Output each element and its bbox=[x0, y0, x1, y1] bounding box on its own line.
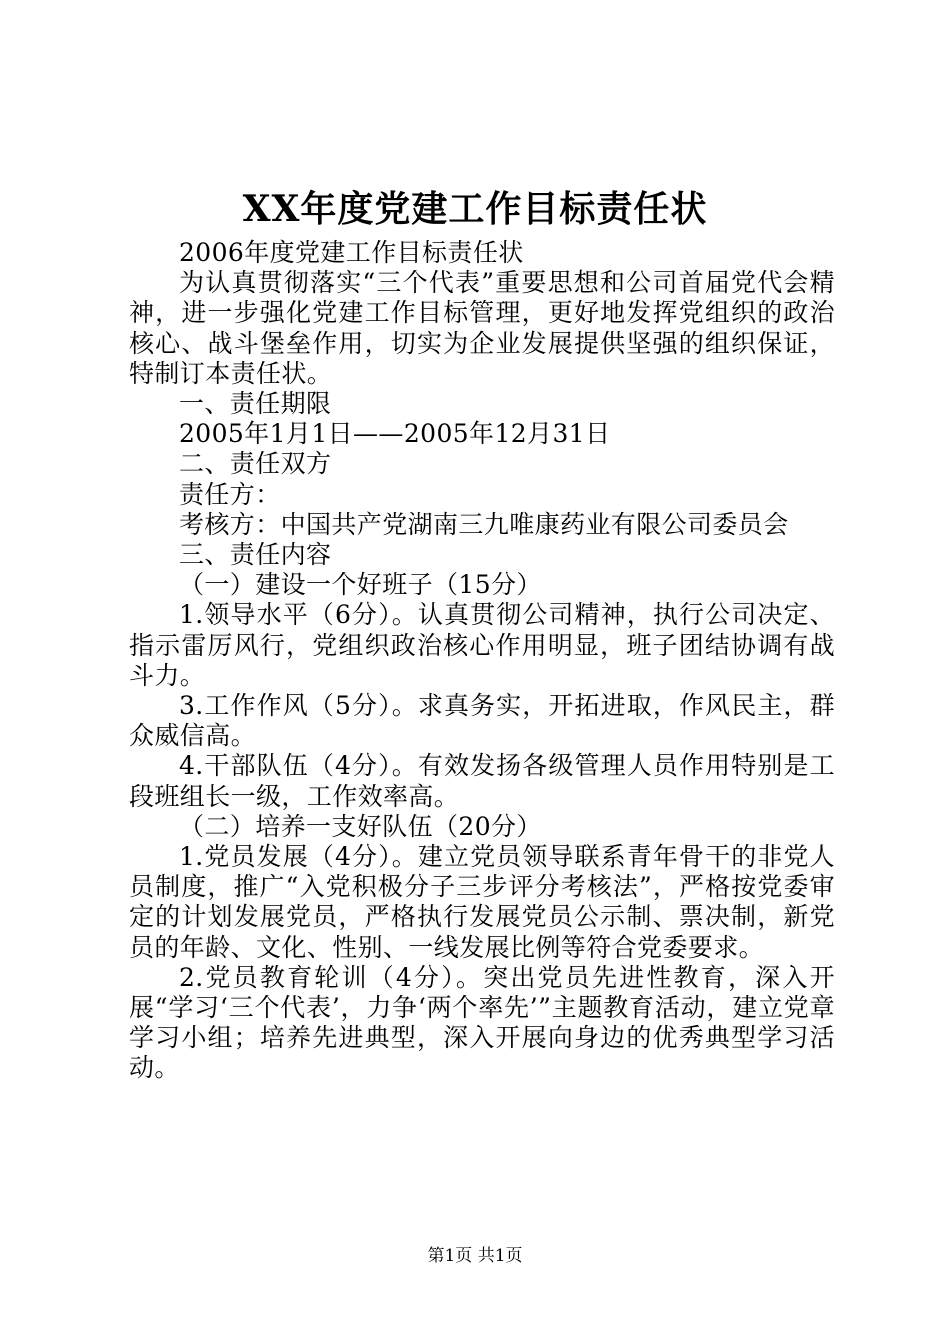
paragraph-intro: 为认真贯彻落实“三个代表”重要思想和公司首届党代会精神，进一步强化党建工作目标管理，更好地发挥党组织的政治核心、战斗堡垒作用，切实为企业发展提供坚强的组织保证，特制订本责任状。 bbox=[129, 268, 835, 388]
heading-responsibility-period: 一、责任期限 bbox=[179, 389, 332, 419]
heading-responsibility-content: 三、责任内容 bbox=[179, 540, 332, 570]
subheading-train-team: （二）培养一支好队伍（20分） bbox=[179, 811, 542, 841]
document-title: XX年度党建工作目标责任状 bbox=[242, 188, 708, 230]
heading-responsibility-parties: 二、责任双方 bbox=[179, 449, 332, 479]
paragraph-member-education: 2.党员教育轮训（4分）。突出党员先进性教育，深入开展“学习‘三个代表’，力争‘两个率先’”主题教育活动，建立党章学习小组；培养先进典型，深入开展向身边的优秀典型学习活动。 bbox=[129, 962, 835, 1083]
document-body bbox=[129, 238, 835, 1084]
paragraph-period-dates: 2005年1月1日——2005年12月31日 bbox=[179, 419, 611, 449]
subheading-build-team: （一）建设一个好班子（15分） bbox=[179, 570, 542, 600]
paragraph-subtitle: 2006年度党建工作目标责任状 bbox=[179, 238, 524, 267]
paragraph-leadership-level: 1.领导水平（6分）。认真贯彻公司精神，执行公司决定、指示雷厉风行，党组织政治核心作用明显，班子团结协调有战斗力。 bbox=[129, 600, 835, 690]
paragraph-work-style: 3.工作作风（5分）。求真务实，开拓进取，作风民主，群众威信高。 bbox=[129, 691, 835, 751]
paragraph-cadre-team: 4.干部队伍（4分）。有效发扬各级管理人员作用特别是工段班组长一级，工作效率高。 bbox=[129, 751, 835, 811]
paragraph-member-development: 1.党员发展（4分）。建立党员领导联系青年骨干的非党人员制度，推广“入党积极分子三步评分考核法”，严格按党委审定的计划发展党员，严格执行发展党员公示制、票决制，新党员的年龄、文化、性别、一线发展比例等符合党委要求。 bbox=[129, 842, 835, 962]
paragraph-responsible-party: 责任方： bbox=[179, 479, 281, 509]
paragraph-assessing-party: 考核方：中国共产党湖南三九唯康药业有限公司委员会 bbox=[179, 509, 789, 539]
page-footer: 第1页 共1页 bbox=[427, 1246, 523, 1266]
